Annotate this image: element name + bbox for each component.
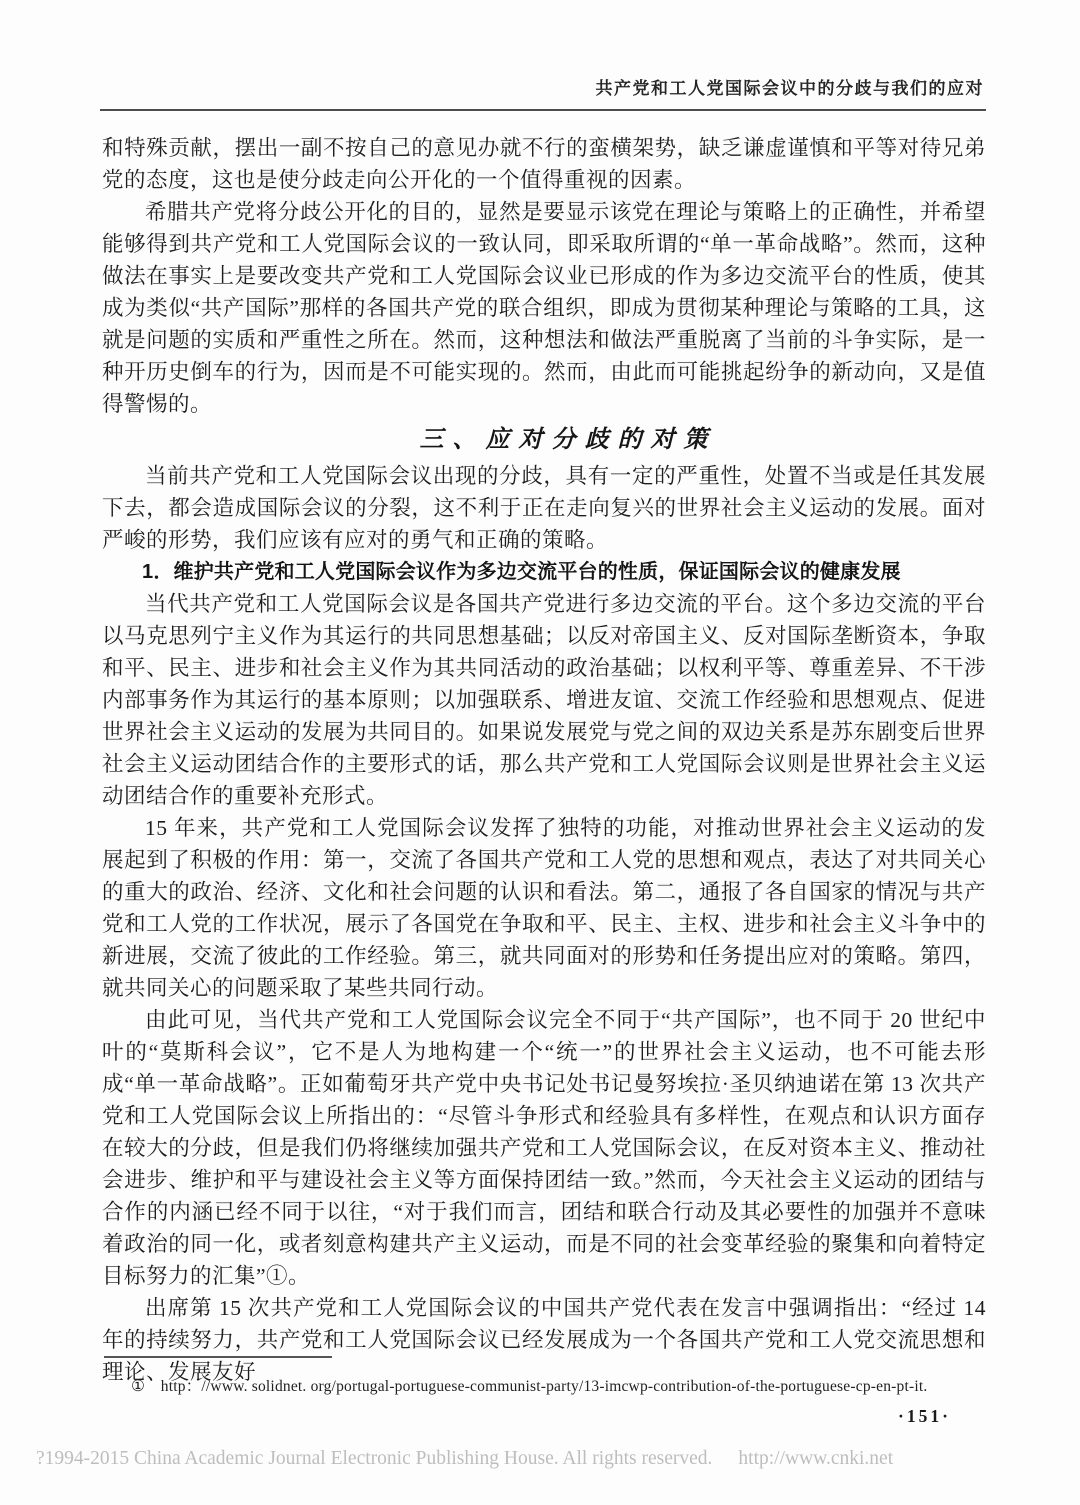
watermark-url-text: http://www.cnki.net	[738, 1448, 894, 1469]
footnote-divider-rule	[104, 1356, 332, 1358]
paragraph-platform-nature: 当代共产党和工人党国际会议是各国共产党进行多边交流的平台。这个多边交流的平台以马克思列宁主义作为其运行的共同思想基础；以反对帝国主义、反对国际垄断资本，争取和平、民主、进步和社会主义作为其共同活动的政治基础；以权利平等、尊重差异、不干涉内部事务作为其运行的基本原则；以加强联系、增进友谊、交流工作经验和思想观点、促进世界社会主义运动的发展为共同目的。如果说发展党与党之间的双边关系是苏东剧变后世界社会主义运动团结合作的主要形式的话，那么共产党和工人党国际会议则是世界社会主义运动团结合作的重要补充形式。	[102, 592, 986, 808]
paragraph-china-delegate: 出席第 15 次共产党和工人党国际会议的中国共产党代表在发言中强调指出：“经过 14 年的持续努力，共产党和工人党国际会议已经发展成为一个各国共产党和工人党交流思想和理论、发展友好	[102, 1296, 986, 1384]
paragraph-fifteen-years: 15 年来，共产党和工人党国际会议发挥了独特的功能，对推动世界社会主义运动的发展起到了积极的作用：第一，交流了各国共产党和工人党的思想和观点，表达了对共同关心的重大的政治、经济、文化和社会问题的认识和看法。第二，通报了各自国家的情况与共产党和工人党的工作状况，展示了各国党在争取和平、民主、主权、进步和社会主义斗争中的新进展，交流了彼此的工作经验。第三，就共同面对的形势和任务提出应对的策略。第四，就共同关心的问题采取了某些共同行动。	[102, 816, 986, 1000]
page-number: ·151·	[898, 1406, 951, 1426]
copyright-watermark-text: ?1994-2015 China Academic Journal Electronic Publishing House. All rights reserved.	[36, 1448, 713, 1469]
header-divider-rule	[100, 109, 986, 111]
running-head-title: 共产党和工人党国际会议中的分歧与我们的应对	[595, 79, 984, 98]
subsection-heading-1: 1．维护共产党和工人党国际会议作为多边交流平台的性质，保证国际会议的健康发展	[142, 561, 901, 583]
footnote-source-url: ① http：//www. solidnet. org/portugal-portuguese-communist-party/13-imcwp-contribution-of-the-portuguese-cp-en-pt-it.	[131, 1378, 928, 1395]
section-heading-three: 三、应对分歧的对策	[419, 427, 717, 453]
paragraph-conclusion-quote: 由此可见，当代共产党和工人党国际会议完全不同于“共产国际”，也不同于 20 世纪中叶的“莫斯科会议”，它不是人为地构建一个“统一”的世界社会主义运动，也不可能去形成“单一革命战略”。正如葡萄牙共产党中央书记处书记曼努埃拉·圣贝纳迪诺在第 13 次共产党和工人党国际会议上所指出的：“尽管斗争形式和经验具有多样性，在观点和认识方面存在较大的分歧，但是我们仍将继续加强共产党和工人党国际会议，在反对资本主义、推动社会进步、维护和平与建设社会主义等方面保持团结一致。”然而，今天社会主义运动的团结与合作的内涵已经不同于以往，“对于我们而言，团结和联合行动及其必要性的加强并不意味着政治的同一化，或者刻意构建共产主义运动，而是不同的社会变革经验的聚集和向着特定目标努力的汇集”①。	[102, 1008, 986, 1288]
paragraph-current-divergence: 当前共产党和工人党国际会议出现的分歧，具有一定的严重性，处置不当或是任其发展下去，都会造成国际会议的分裂，这不利于正在走向复兴的世界社会主义运动的发展。面对严峻的形势，我们应该有应对的勇气和正确的策略。	[102, 464, 986, 552]
article-body	[102, 132, 986, 1388]
paragraph-continuation: 和特殊贡献，摆出一副不按自己的意见办就不行的蛮横架势，缺乏谦虚谨慎和平等对待兄弟党的态度，这也是使分歧走向公开化的一个值得重视的因素。	[102, 136, 986, 192]
cnki-copyright-watermark	[36, 1448, 1056, 1470]
paragraph-greece-cp: 希腊共产党将分歧公开化的目的，显然是要显示该党在理论与策略上的正确性，并希望能够得到共产党和工人党国际会议的一致认同，即采取所谓的“单一革命战略”。然而，这种做法在事实上是要改变共产党和工人党国际会议业已形成的作为多边交流平台的性质，使其成为类似“共产国际”那样的各国共产党的联合组织，即成为贯彻某种理论与策略的工具，这就是问题的实质和严重性之所在。然而，这种想法和做法严重脱离了当前的斗争实际，是一种开历史倒车的行为，因而是不可能实现的。然而，由此而可能挑起纷争的新动向，又是值得警惕的。	[102, 200, 986, 416]
